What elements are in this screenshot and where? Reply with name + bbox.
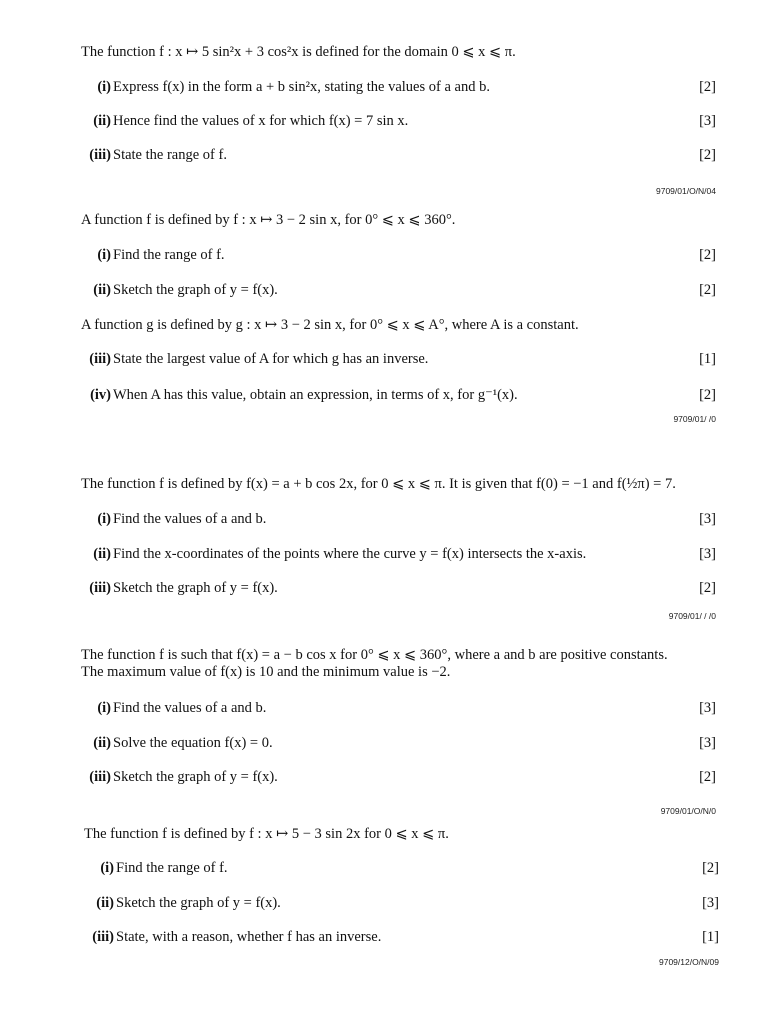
- question-stem-secondary: A function g is defined by g : x ↦ 3 − 2 sin x, for 0° ⩽ x ⩽ A°, where A is a constant.: [81, 317, 579, 333]
- part-marks: [3]: [699, 113, 716, 129]
- part-marks: [2]: [699, 769, 716, 785]
- part-marks: [1]: [702, 929, 719, 945]
- question-part: [81, 700, 716, 718]
- part-marks: [3]: [699, 700, 716, 716]
- question-part: [84, 860, 719, 878]
- question-stem: The function f is defined by f : x ↦ 5 − 3 sin 2x for 0 ⩽ x ⩽ π.: [84, 826, 449, 842]
- part-number: (ii): [96, 895, 114, 911]
- question-part: [81, 351, 716, 369]
- part-marks: [2]: [699, 147, 716, 163]
- question-part: [81, 387, 716, 405]
- part-marks: [2]: [702, 860, 719, 876]
- part-marks: [3]: [699, 511, 716, 527]
- question-part: [84, 895, 719, 913]
- source-reference: 9709/01/ /0: [673, 414, 716, 424]
- part-marks: [3]: [702, 895, 719, 911]
- part-marks: [2]: [699, 282, 716, 298]
- part-text: Solve the equation f(x) = 0.: [113, 735, 273, 751]
- part-text: Find the values of a and b.: [113, 700, 267, 716]
- part-marks: [2]: [699, 79, 716, 95]
- part-marks: [3]: [699, 546, 716, 562]
- source-reference: 9709/01/ / /0: [668, 611, 716, 621]
- part-number: (iii): [89, 580, 111, 596]
- part-marks: [1]: [699, 351, 716, 367]
- part-number: (iii): [92, 929, 114, 945]
- question-part: [81, 580, 716, 598]
- part-number: (ii): [93, 282, 111, 298]
- part-number: (ii): [93, 113, 111, 129]
- question-stem: The function f is such that f(x) = a − b cos x for 0° ⩽ x ⩽ 360°, where a and b are positive constants.: [81, 647, 668, 663]
- question-part: [81, 769, 716, 787]
- part-number: (ii): [93, 735, 111, 751]
- part-number: (ii): [93, 546, 111, 562]
- question-part: [84, 929, 719, 947]
- part-number: (i): [97, 700, 111, 716]
- question-part: [81, 247, 716, 265]
- question-part: [81, 113, 716, 131]
- part-text: Hence find the values of x for which f(x) = 7 sin x.: [113, 113, 409, 129]
- part-number: (iv): [90, 387, 111, 403]
- part-number: (iii): [89, 147, 111, 163]
- part-marks: [2]: [699, 247, 716, 263]
- question-stem: The function f is defined by f(x) = a + b cos 2x, for 0 ⩽ x ⩽ π. It is given that f(0) = −1 and f(½π) = 7.: [81, 476, 676, 492]
- part-number: (iii): [89, 769, 111, 785]
- part-text: Sketch the graph of y = f(x).: [116, 895, 281, 911]
- question-part: [81, 282, 716, 300]
- part-number: (iii): [89, 351, 111, 367]
- source-reference: 9709/01/O/N/04: [655, 186, 716, 196]
- part-number: (i): [97, 247, 111, 263]
- part-text: Express f(x) in the form a + b sin²x, stating the values of a and b.: [113, 79, 490, 95]
- question-stem: The function f : x ↦ 5 sin²x + 3 cos²x is defined for the domain 0 ⩽ x ⩽ π.: [81, 44, 516, 60]
- part-text: Find the values of a and b.: [113, 511, 267, 527]
- question-part: [81, 147, 716, 165]
- part-number: (i): [97, 511, 111, 527]
- part-number: (i): [97, 79, 111, 95]
- part-number: (i): [100, 860, 114, 876]
- question-part: [81, 79, 716, 97]
- part-marks: [3]: [699, 735, 716, 751]
- question-stem-line2: The maximum value of f(x) is 10 and the minimum value is −2.: [81, 664, 451, 680]
- question-part: [81, 511, 716, 529]
- question-part: [81, 735, 716, 753]
- part-text: Sketch the graph of y = f(x).: [113, 282, 278, 298]
- part-text: Find the x-coordinates of the points where the curve y = f(x) intersects the x-axis.: [113, 546, 587, 562]
- part-text: Find the range of f.: [113, 247, 225, 263]
- part-text: Sketch the graph of y = f(x).: [113, 769, 278, 785]
- part-text: State the range of f.: [113, 147, 227, 163]
- question-part: [81, 546, 716, 564]
- part-text: When A has this value, obtain an expression, in terms of x, for g⁻¹(x).: [113, 387, 518, 403]
- part-text: State, with a reason, whether f has an inverse.: [116, 929, 382, 945]
- part-text: Find the range of f.: [116, 860, 228, 876]
- part-text: Sketch the graph of y = f(x).: [113, 580, 278, 596]
- source-reference: 9709/01/O/N/0: [660, 806, 716, 816]
- question-stem: A function f is defined by f : x ↦ 3 − 2 sin x, for 0° ⩽ x ⩽ 360°.: [81, 212, 456, 228]
- part-marks: [2]: [699, 387, 716, 403]
- source-reference: 9709/12/O/N/09: [658, 957, 719, 967]
- part-marks: [2]: [699, 580, 716, 596]
- part-text: State the largest value of A for which g has an inverse.: [113, 351, 429, 367]
